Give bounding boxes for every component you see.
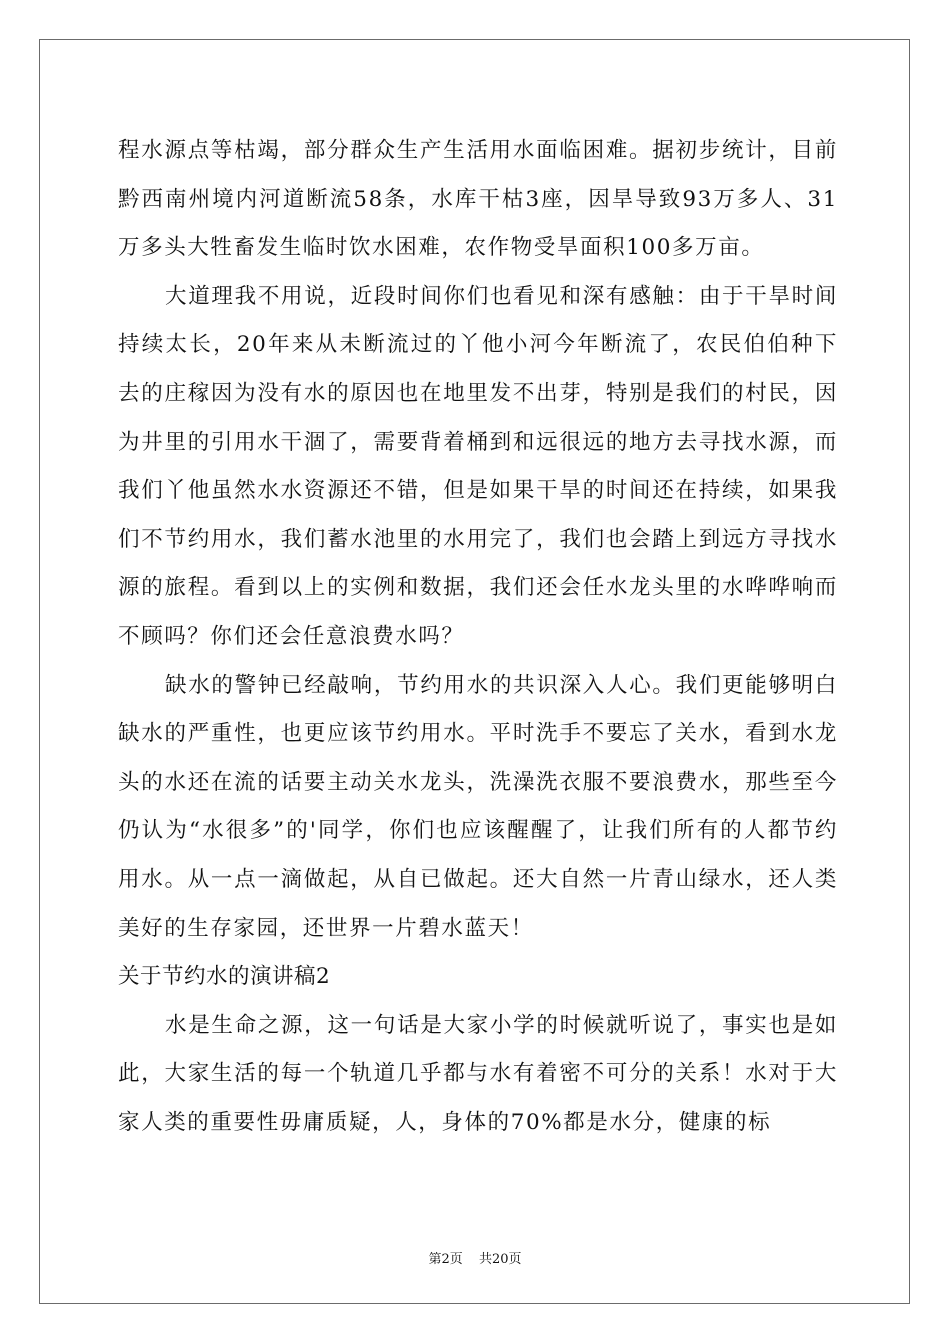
section-heading: 关于节约水的演讲稿2	[118, 964, 331, 990]
page-footer	[0, 1248, 950, 1267]
paragraph-drought-impact: 大道理我不用说，近段时间你们也看见和深有感触：由于干旱时间持续太长，20年来从未断流过的丫他小河今年断流了，农民伯伯种下去的庄稼因为没有水的原因也在地里发不出芽，特别是我们的村民，因为井里的引用水干涸了，需要背着桶到和远很远的地方去寻找水源，而我们丫他虽然水水资源还不错，但是如果干旱的时间还在持续，如果我们不节约用水，我们蓄水池里的水用完了，我们也会踏上到远方寻找水源的旅程。看到以上的实例和数据，我们还会任水龙头里的水哗哗响而不顾吗？你们还会任意浪费水吗？	[118, 283, 838, 649]
document-body	[118, 127, 838, 1147]
page-number: 第2页	[428, 1252, 463, 1267]
paragraph-water-source: 水是生命之源，这一句话是大家小学的时候就听说了，事实也是如此，大家生活的每一个轨道几乎都与水有着密不可分的关系！水对于大家人类的重要性毋庸质疑，人，身体的70%都是水分，健康的标	[118, 1012, 838, 1135]
paragraph-continued: 程水源点等枯竭，部分群众生产生活用水面临困难。据初步统计，目前黔西南州境内河道断流58条，水库干枯3座，因旱导致93万多人、31万多头大牲畜发生临时饮水困难，农作物受旱面积100多万亩。	[118, 138, 838, 261]
page-total: 共20页	[478, 1252, 522, 1267]
paragraph-save-water-call: 缺水的警钟已经敲响，节约用水的共识深入人心。我们更能够明白缺水的严重性，也更应该节约用水。平时洗手不要忘了关水，看到水龙头的水还在流的话要主动关水龙头，洗澡洗衣服不要浪费水，那些至今仍认为“水很多”的'同学，你们也应该醒醒了，让我们所有的人都节约用水。从一点一滴做起，从自已做起。还大自然一片青山绿水，还人类美好的生存家园，还世界一片碧水蓝天！	[118, 672, 838, 941]
